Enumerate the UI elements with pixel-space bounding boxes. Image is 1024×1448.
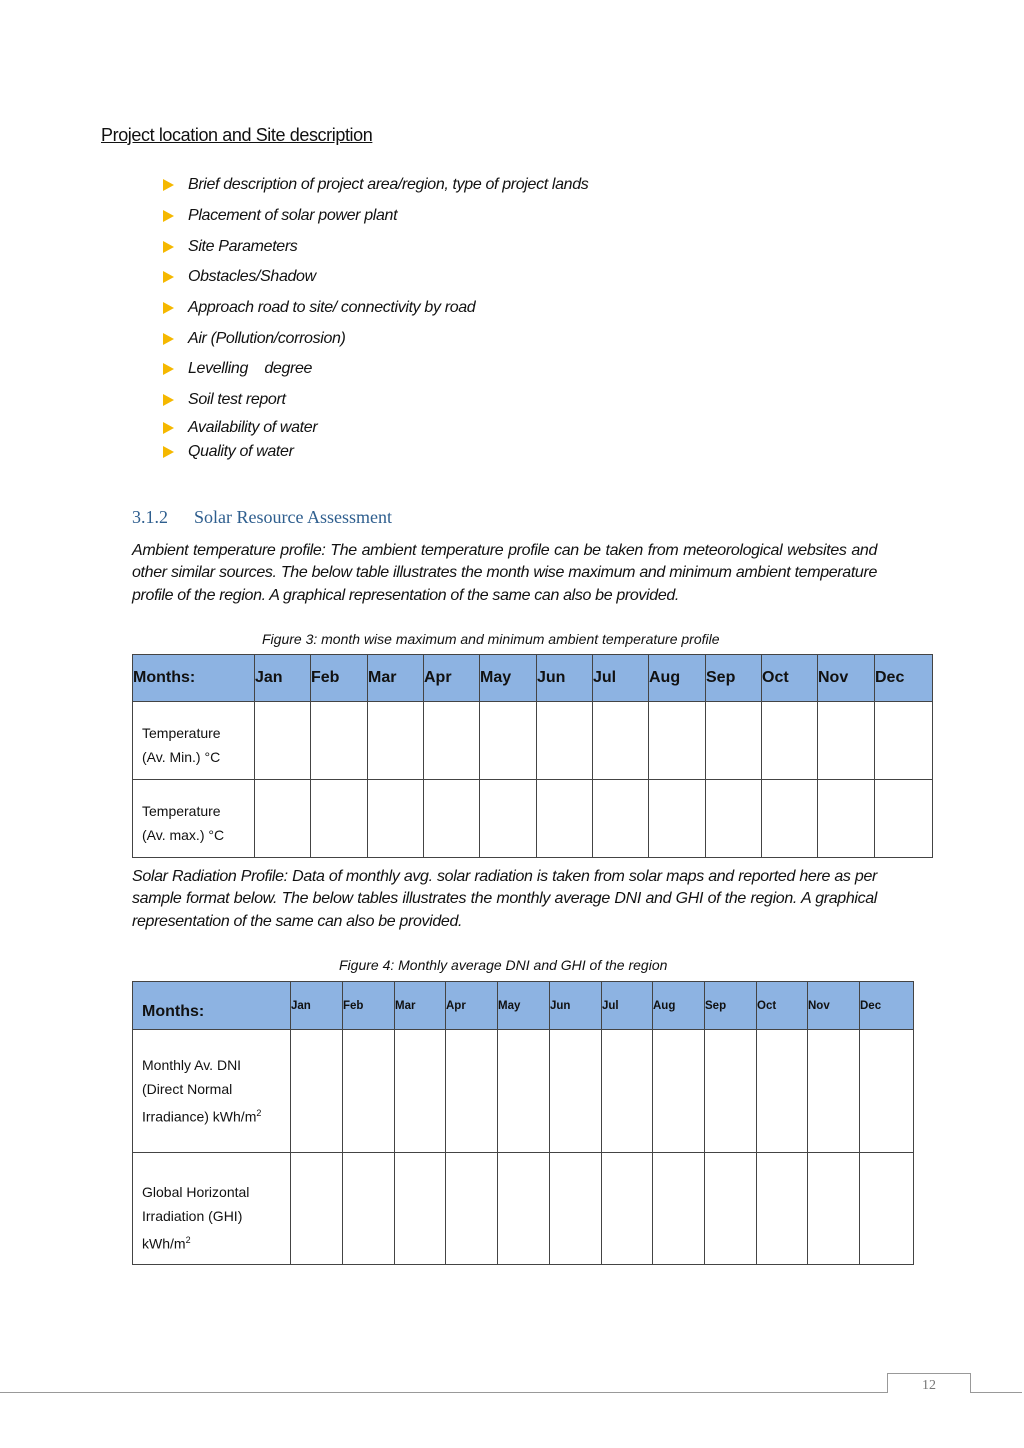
month-header: May	[480, 655, 537, 702]
table-header-row	[133, 982, 914, 1030]
table-cell	[705, 1153, 757, 1265]
table-row	[133, 702, 933, 780]
arrow-bullet-icon	[163, 210, 174, 222]
month-header: Jul	[602, 982, 653, 1030]
table-cell	[395, 1153, 446, 1265]
month-header: Nov	[808, 982, 860, 1030]
month-header: Jan	[291, 982, 343, 1030]
solar-radiation-paragraph: Solar Radiation Profile: Data of monthly avg. solar radiation is taken from solar maps and reported here as per sample format below. The below tables illustrates the monthly average DNI and GHI of the region. A graphical representation of the same can also be provided.	[132, 868, 877, 930]
table-cell	[550, 1030, 602, 1153]
arrow-bullet-icon	[163, 241, 174, 253]
table-cell	[446, 1030, 498, 1153]
table-row	[133, 780, 933, 858]
bullet-item: Placement of solar power plant	[163, 201, 588, 232]
arrow-bullet-icon	[163, 302, 174, 314]
table-cell	[649, 702, 706, 780]
table-cell	[602, 1030, 653, 1153]
table-cell	[808, 1030, 860, 1153]
table-cell	[291, 1030, 343, 1153]
arrow-bullet-icon	[163, 179, 174, 191]
month-header: Mar	[395, 982, 446, 1030]
subsection-number: 3.1.2	[132, 507, 168, 527]
table-cell	[311, 780, 368, 858]
bullet-item: Availability of water	[163, 416, 588, 440]
table-cell	[395, 1030, 446, 1153]
months-header: Months:	[133, 655, 255, 702]
month-header: Nov	[818, 655, 875, 702]
table-cell	[537, 702, 593, 780]
table-row	[133, 1030, 914, 1153]
table-cell	[424, 780, 480, 858]
table-cell	[653, 1030, 705, 1153]
bullet-item: Brief description of project area/region, type of project lands	[163, 170, 588, 201]
radiation-table	[132, 981, 914, 1265]
table-cell	[424, 702, 480, 780]
month-header: Dec	[860, 982, 914, 1030]
table-cell	[368, 780, 424, 858]
subsection-heading	[132, 507, 392, 528]
table-cell	[706, 780, 762, 858]
table-cell	[480, 780, 537, 858]
table-cell	[757, 1153, 808, 1265]
month-header: Apr	[446, 982, 498, 1030]
table-cell	[860, 1030, 914, 1153]
table-cell	[343, 1153, 395, 1265]
table-cell	[593, 780, 649, 858]
table-cell	[446, 1153, 498, 1265]
bullet-item: Air (Pollution/corrosion)	[163, 323, 588, 354]
month-header: Aug	[649, 655, 706, 702]
month-header: Jan	[255, 655, 311, 702]
bullet-item: Site Parameters	[163, 231, 588, 262]
table-cell	[255, 702, 311, 780]
bullet-item: Approach road to site/ connectivity by road	[163, 293, 588, 324]
min-temperature-label: Temperature (Av. Min.) °C	[133, 702, 255, 780]
arrow-bullet-icon	[163, 271, 174, 283]
dni-label: Monthly Av. DNI (Direct Normal Irradiance) kWh/$m^2$	[133, 1030, 291, 1153]
month-header: Feb	[343, 982, 395, 1030]
page-number: 12	[887, 1373, 971, 1393]
table-header-row	[133, 655, 933, 702]
month-header: Jun	[537, 655, 593, 702]
arrow-bullet-icon	[163, 333, 174, 345]
arrow-bullet-icon	[163, 422, 174, 434]
table-cell	[291, 1153, 343, 1265]
bullet-item: Soil test report	[163, 385, 588, 416]
table-cell	[875, 780, 933, 858]
table-cell	[808, 1153, 860, 1265]
arrow-bullet-icon	[163, 394, 174, 406]
table-cell	[498, 1153, 550, 1265]
bullet-list	[163, 170, 588, 464]
table-cell	[860, 1153, 914, 1265]
footer-divider	[0, 1392, 1022, 1393]
month-header: Sep	[706, 655, 762, 702]
table-row	[133, 1153, 914, 1265]
table-cell	[653, 1153, 705, 1265]
table-cell	[602, 1153, 653, 1265]
month-header: Aug	[653, 982, 705, 1030]
table-cell	[757, 1030, 808, 1153]
table-cell	[537, 780, 593, 858]
table-cell	[498, 1030, 550, 1153]
table-cell	[311, 702, 368, 780]
temperature-table	[132, 654, 933, 858]
table-cell	[649, 780, 706, 858]
bullet-item: Quality of water	[163, 440, 588, 464]
table-cell	[343, 1030, 395, 1153]
subsection-title: Solar Resource Assessment	[194, 507, 392, 527]
section-heading: Project location and Site description	[101, 125, 373, 145]
month-header: Dec	[875, 655, 933, 702]
table-cell	[480, 702, 537, 780]
month-header: May	[498, 982, 550, 1030]
month-header: Apr	[424, 655, 480, 702]
table-cell	[593, 702, 649, 780]
figure-3-caption: Figure 3: month wise maximum and minimum ambient temperature profile	[262, 631, 720, 647]
table-cell	[550, 1153, 602, 1265]
table-cell	[255, 780, 311, 858]
months-header: Months:	[133, 982, 291, 1030]
bullet-item: Levelling degree	[163, 354, 588, 385]
table-cell	[818, 780, 875, 858]
month-header: Jun	[550, 982, 602, 1030]
month-header: Mar	[368, 655, 424, 702]
month-header: Oct	[762, 655, 818, 702]
table-cell	[762, 702, 818, 780]
month-header: Feb	[311, 655, 368, 702]
bullet-item: Obstacles/Shadow	[163, 262, 588, 293]
table-cell	[762, 780, 818, 858]
month-header: Sep	[705, 982, 757, 1030]
ghi-label: Global Horizontal Irradiation (GHI) kWh/$m^2$	[133, 1153, 291, 1265]
table-cell	[706, 702, 762, 780]
arrow-bullet-icon	[163, 446, 174, 458]
table-cell	[368, 702, 424, 780]
month-header: Oct	[757, 982, 808, 1030]
ambient-temperature-paragraph: Ambient temperature profile: The ambient temperature profile can be taken from meteorological websites and other similar sources. The below table illustrates the month wise maximum and minimum ambient temperature profile of the region. A graphical representation of the same can also be provided.	[132, 542, 877, 604]
table-cell	[705, 1030, 757, 1153]
figure-4-caption: Figure 4: Monthly average DNI and GHI of the region	[339, 957, 668, 973]
month-header: Jul	[593, 655, 649, 702]
arrow-bullet-icon	[163, 363, 174, 375]
max-temperature-label: Temperature (Av. max.) °C	[133, 780, 255, 858]
table-cell	[875, 702, 933, 780]
table-cell	[818, 702, 875, 780]
